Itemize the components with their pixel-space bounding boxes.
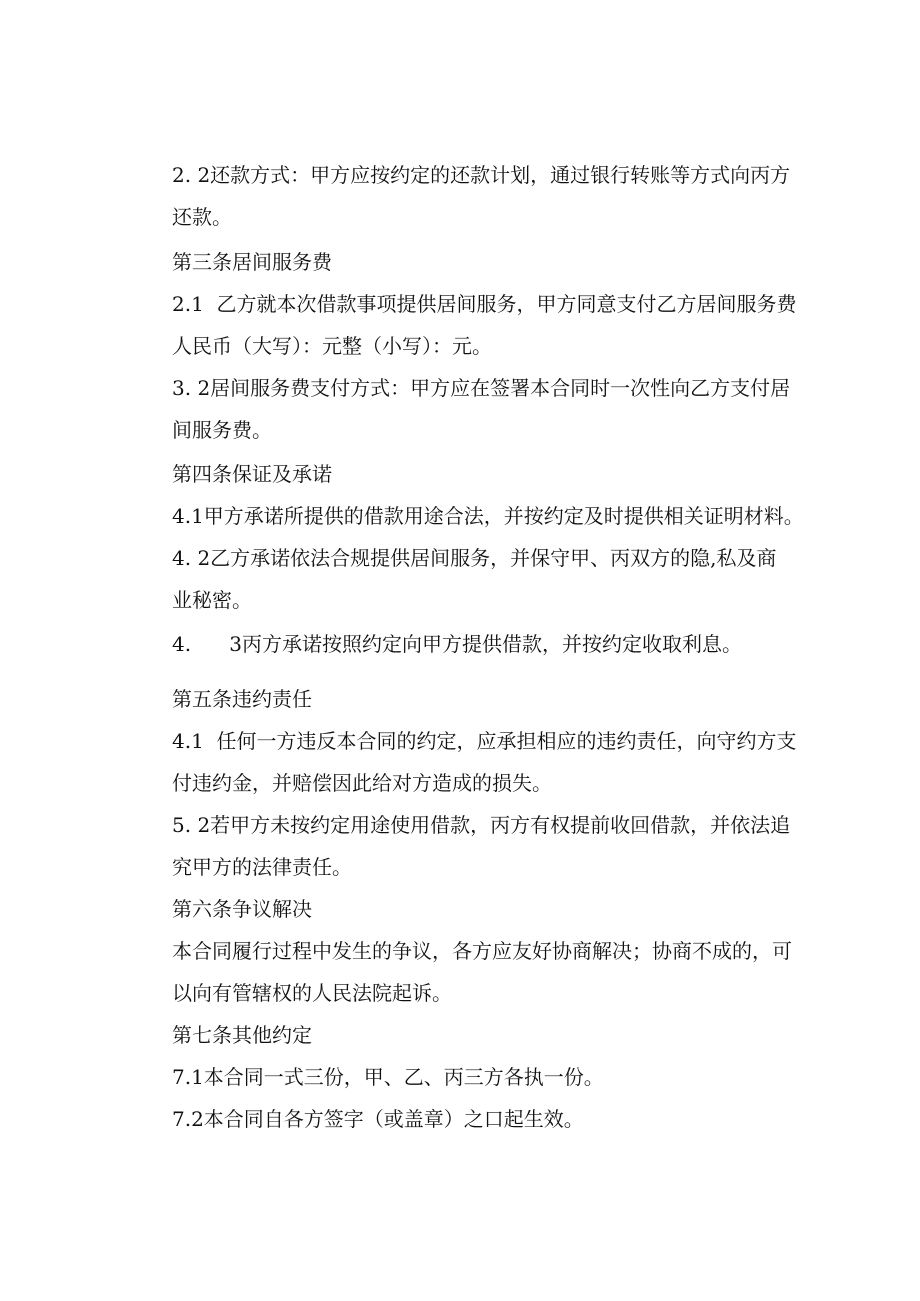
clause-4-2-line-1: 4. 2乙方承诺依法合规提供居间服务，并保守甲、丙双方的隐,私及商 — [172, 546, 777, 570]
clause-5-2-line-1: 5. 2若甲方未按约定用途使用借款，丙方有权提前收回借款，并依法追 — [172, 813, 791, 837]
clause-6-line-1: 本合同履行过程中发生的争议，各方应友好协商解决；协商不成的，可 — [172, 939, 792, 963]
section-heading-7: 第七条其他约定 — [172, 1023, 312, 1047]
section-heading-6: 第六条争议解决 — [172, 897, 312, 921]
clause-3-2-line-1: 3. 2居间服务费支付方式：甲方应在签署本合同时一次性向乙方支付居 — [172, 376, 791, 400]
clause-5-2-line-2: 究甲方的法律责任。 — [172, 855, 352, 879]
clause-2-1-line-2: 人民币（大写）：元整（小写）：元。 — [172, 334, 492, 358]
clause-2-1-line-1: 2.1 乙方就本次借款事项提供居间服务，甲方同意支付乙方居间服务费 — [172, 292, 797, 316]
clause-2-2-line-1: 2. 2还款方式：甲方应按约定的还款计划，通过银行转账等方式向丙方 — [172, 163, 791, 187]
clause-5-1-line-1: 4.1 任何一方违反本合同的约定，应承担相应的违约责任，向守约方支 — [172, 729, 797, 753]
clause-2-2-line-2: 还款。 — [172, 205, 232, 229]
clause-7-1-line: 7.1本合同一式三份，甲、乙、丙三方各执一份。 — [172, 1065, 604, 1089]
clause-7-2-line: 7.2本合同自各方签字（或盖章）之口起生效。 — [172, 1107, 584, 1131]
clause-3-2-line-2: 间服务费。 — [172, 418, 272, 442]
clause-5-1-line-2: 付违约金，并赔偿因此给对方造成的损失。 — [172, 771, 552, 795]
section-heading-3: 第三条居间服务费 — [172, 250, 332, 274]
clause-4-3-line: 4. 3丙方承诺按照约定向甲方提供借款，并按约定收取利息。 — [172, 632, 742, 656]
clause-4-1-line: 4.1甲方承诺所提供的借款用途合法，并按约定及时提供相关证明材料。 — [172, 504, 804, 528]
clause-4-2-line-2: 业秘密。 — [172, 588, 252, 612]
section-heading-4: 第四条保证及承诺 — [172, 462, 332, 486]
section-heading-5: 第五条违约责任 — [172, 687, 312, 711]
clause-6-line-2: 以向有管辖权的人民法院起诉。 — [172, 981, 452, 1005]
